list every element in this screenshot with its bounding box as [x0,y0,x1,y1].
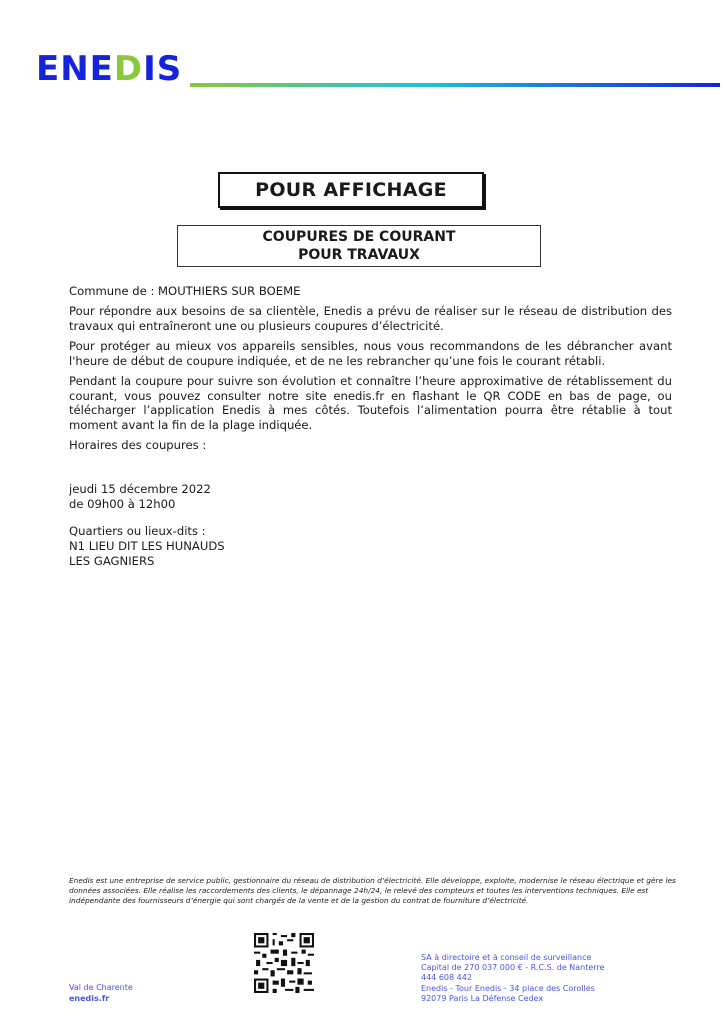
legal-footer [421,953,605,1004]
qr-code-icon[interactable] [254,933,314,993]
coupures-line2: POUR TRAVAUX [298,247,420,263]
quartiers-label: Quartiers ou lieux-dits : [69,524,206,538]
horaires-label: Horaires des coupures : [69,438,207,452]
legal-line-4: Enedis - Tour Enedis - 34 place des Corolles [421,983,595,993]
coupures-line1: COUPURES DE COURANT [262,229,456,245]
legal-line-2: Capital de 270 037 000 € - R.C.S. de Nanterre [421,963,605,973]
lieu-dit-1: N1 LIEU DIT LES HUNAUDS [69,539,225,553]
paragraph-proteger: Pour protéger au mieux vos appareils sensibles, nous vous recommandons de les débrancher avant l'heure de début de coupure indiquée, et de ne les rebrancher qu’une fois le courant rétabli. [69,339,672,368]
pour-affichage-title: POUR AFFICHAGE [218,172,484,208]
header-divider [190,83,720,87]
legal-line-3: 444 608 442 [421,973,472,983]
coupure-date: jeudi 15 décembre 2022 [69,482,211,496]
footer-description: Enedis est une entreprise de service public, gestionnaire du réseau de distribution d’électricité. Elle développe, exploite, modernise le réseau électrique et gère les données associées. Elle réalise les raccordements des clients, le dépannage 24h/24, le relevé des compteurs et toutes les interventions techniques. Elle est indépendante des fournisseurs d’énergie qui sont chargés de la vente et de la gestion du contrat de fourniture d’électricité. [69,876,676,906]
paragraph-pendant: Pendant la coupure pour suivre son évolution et connaître l’heure approximative de rétablissement du courant, vous pouvez consulter notre site enedis.fr en flashant le QR CODE en bas de page, ou télécharger l’application Enedis à mes côtés. Toutefois l’alimentation pourra être rétablie à tout moment avant la fin de la plage indiquée. [69,374,672,432]
legal-line-1: SA à directoire et à conseil de surveillance [421,953,592,962]
region-footer [69,983,133,1004]
coupure-heure: de 09h00 à 12h00 [69,497,176,511]
legal-line-5: 92079 Paris La Défense Cedex [421,993,544,1003]
lieu-dit-2: LES GAGNIERS [69,554,155,568]
region-name: Val de Charente [69,983,133,992]
site-link[interactable]: enedis.fr [69,993,110,1003]
commune-text: Commune de : MOUTHIERS SUR BOEME [69,284,301,298]
enedis-logo: ENEDIS [36,49,183,89]
coupures-box [177,225,541,267]
paragraph-besoins: Pour répondre aux besoins de sa clientèle, Enedis a prévu de réaliser sur le réseau de distribution des travaux qui entraîneront une ou plusieurs coupures d’électricité. [69,304,672,333]
